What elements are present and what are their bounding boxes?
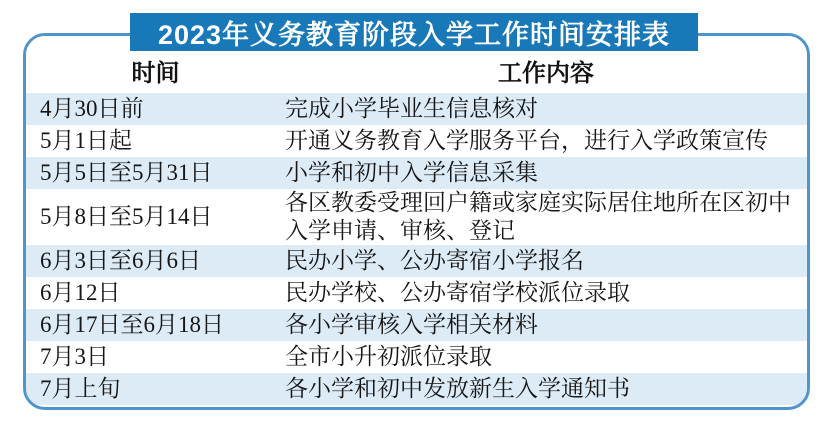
table-row <box>26 373 807 405</box>
content-cell: 民办小学、公办寄宿小学报名 <box>285 248 584 273</box>
time-cell: 5月5日至5月31日 <box>40 160 213 185</box>
content-cell: 各小学审核入学相关材料 <box>285 312 538 337</box>
column-header-time: 时间 <box>131 60 180 87</box>
time-cell: 4月30日前 <box>40 96 144 121</box>
table-row <box>26 189 807 245</box>
column-header-content: 工作内容 <box>498 60 594 87</box>
schedule-table <box>23 33 810 410</box>
table-row <box>26 245 807 277</box>
time-cell: 6月17日至6月18日 <box>40 312 224 337</box>
content-cell: 全市小升初派位录取 <box>285 344 492 369</box>
table-row <box>26 277 807 309</box>
content-cell: 民办学校、公办寄宿学校派位录取 <box>285 280 630 305</box>
time-cell: 7月上旬 <box>40 376 121 401</box>
table-row <box>26 309 807 341</box>
content-cell: 各小学和初中发放新生入学通知书 <box>285 376 630 401</box>
content-cell: 完成小学毕业生信息核对 <box>285 96 538 121</box>
time-cell: 7月3日 <box>40 344 109 369</box>
content-cell: 小学和初中入学信息采集 <box>285 160 538 185</box>
time-cell: 6月3日至6月6日 <box>40 248 201 273</box>
content-cell: 开通义务教育入学服务平台，进行入学政策宣传 <box>285 128 768 153</box>
time-cell: 5月8日至5月14日 <box>40 204 213 229</box>
table-row <box>26 341 807 373</box>
table-row <box>26 157 807 189</box>
table-row <box>26 93 807 125</box>
time-cell: 5月1日起 <box>40 128 132 153</box>
table-body <box>26 93 807 405</box>
table-row <box>26 125 807 157</box>
time-cell: 6月12日 <box>40 280 121 305</box>
page-title: 2023年义务教育阶段入学工作时间安排表 <box>157 19 671 50</box>
table-title-banner <box>130 13 698 51</box>
content-cell: 各区教委受理回户籍或家庭实际居住地所在区初中入学申请、审核、登记 <box>285 190 791 243</box>
